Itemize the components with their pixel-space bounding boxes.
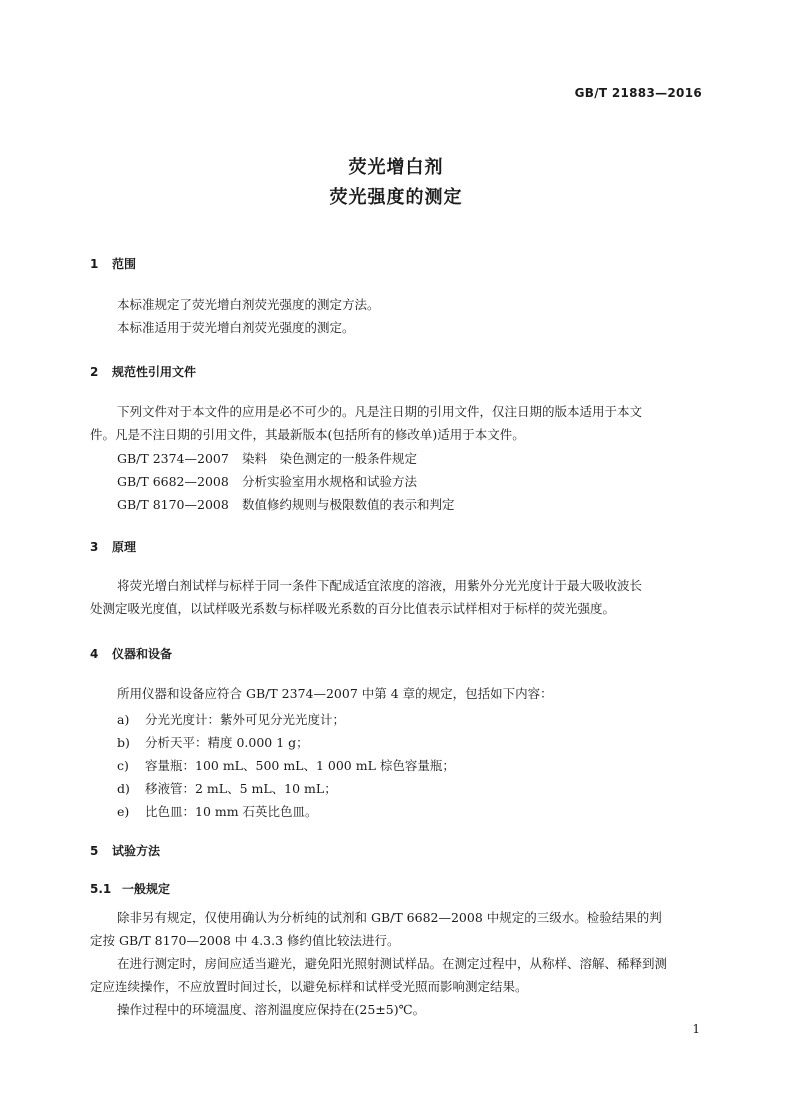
list-item-text: 比色皿：10 mm 石英比色皿。 (145, 804, 318, 819)
section-4-heading (90, 645, 172, 662)
section-1-paragraph-1: 本标准规定了荧光增白剂荧光强度的测定方法。 (117, 297, 380, 312)
list-item-label: a) (117, 712, 130, 727)
list-item-text: 容量瓶：100 mL、500 mL、1 000 mL 棕色容量瓶； (145, 758, 455, 773)
section-5-1-paragraph-3: 操作过程中的环境温度、溶剂温度应保持在(25±5)℃。 (117, 1002, 426, 1017)
section-number: 4 (90, 647, 99, 661)
section-5-1-paragraph-1-line-1: 除非另有规定，仅使用确认为分析纯的试剂和 GB/T 6682—2008 中规定的三级水。检验结果的判 (117, 910, 662, 925)
section-number: 5 (90, 844, 99, 858)
normative-reference (117, 449, 417, 467)
list-item (117, 756, 455, 774)
list-item (117, 710, 345, 728)
section-5-1-heading (90, 880, 170, 897)
section-4-intro: 所用仪器和设备应符合 GB/T 2374—2007 中第 4 章的规定，包括如下内容： (117, 686, 553, 701)
reference-code: GB/T 6682—2008 (117, 474, 229, 489)
normative-reference (117, 495, 455, 513)
section-3-heading (90, 538, 136, 555)
section-title: 试验方法 (112, 844, 161, 858)
title-line-1: 荧光增白剂 (348, 157, 444, 178)
section-title: 规范性引用文件 (112, 365, 197, 379)
normative-reference (117, 472, 417, 490)
list-item-text: 分析天平：精度 0.000 1 g； (145, 735, 309, 750)
section-5-1-paragraph-1-line-2: 定按 GB/T 8170—2008 中 4.3.3 修约值比较法进行。 (90, 933, 400, 948)
section-3-paragraph-line-1: 将荧光增白剂试样与标样于同一条件下配成适宜浓度的溶液，用紫外分光光度计于最大吸收波长 (117, 578, 643, 593)
list-item-text: 分光光度计：紫外可见分光光度计； (145, 712, 346, 727)
section-title: 范围 (112, 257, 137, 271)
reference-title: 染料 染色测定的一般条件规定 (242, 451, 418, 466)
section-1-paragraph-2: 本标准适用于荧光增白剂荧光强度的测定。 (117, 320, 355, 335)
reference-code: GB/T 2374—2007 (117, 451, 229, 466)
section-title: 一般规定 (122, 882, 171, 896)
list-item-text: 移液管：2 mL、5 mL、10 mL； (145, 781, 337, 796)
section-number: 2 (90, 365, 99, 379)
reference-title: 数值修约规则与极限数值的表示和判定 (242, 497, 455, 512)
reference-title: 分析实验室用水规格和试验方法 (242, 474, 418, 489)
section-title: 仪器和设备 (112, 647, 173, 661)
section-2-paragraph-line-1: 下列文件对于本文件的应用是必不可少的。凡是注日期的引用文件，仅注日期的版本适用于本文 (117, 404, 643, 419)
title-line-2: 荧光强度的测定 (329, 187, 463, 208)
list-item-label: b) (117, 735, 130, 750)
section-number: 3 (90, 540, 99, 554)
section-title: 原理 (112, 540, 137, 554)
section-number: 5.1 (90, 882, 112, 896)
section-3-paragraph-line-2: 处测定吸光度值，以试样吸光系数与标样吸光系数的百分比值表示试样相对于标样的荧光强度。 (90, 601, 616, 616)
reference-code: GB/T 8170—2008 (117, 497, 229, 512)
section-5-1-paragraph-2-line-1: 在进行测定时，房间应适当避光，避免阳光照射测试样品。在测定过程中，从称样、溶解、稀释到测 (117, 956, 668, 971)
section-2-heading (90, 363, 196, 380)
list-item (117, 802, 318, 820)
section-number: 1 (90, 257, 99, 271)
list-item-label: e) (117, 804, 130, 819)
page-number: 1 (692, 1022, 700, 1036)
list-item (117, 779, 337, 797)
list-item (117, 733, 309, 751)
list-item-label: d) (117, 781, 130, 796)
standard-code: GB/T 21883—2016 (574, 86, 702, 100)
section-5-1-paragraph-2-line-2: 定应连续操作，不应放置时间过长，以避免标样和试样受光照而影响测定结果。 (90, 979, 528, 994)
section-2-paragraph-line-2: 件。凡是不注日期的引用文件，其最新版本(包括所有的修改单)适用于本文件。 (90, 427, 525, 442)
section-5-heading (90, 842, 160, 859)
section-1-heading (90, 255, 136, 272)
list-item-label: c) (117, 758, 129, 773)
